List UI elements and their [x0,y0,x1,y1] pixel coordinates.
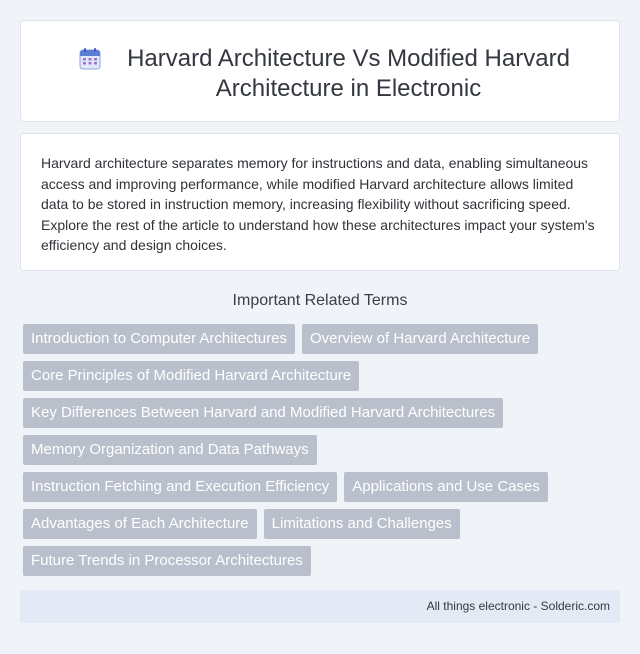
intro-card [20,133,620,271]
page-title: Harvard Architecture Vs Modified Harvard Architecture in Electronic [127,45,570,102]
related-term-tag[interactable]: Overview of Harvard Architecture [302,324,538,354]
related-term-tag[interactable]: Future Trends in Processor Architectures [23,546,311,576]
related-term-tag[interactable]: Introduction to Computer Architectures [23,324,295,354]
related-term-tag[interactable]: Instruction Fetching and Execution Efficiency [23,472,337,502]
calendar-icon [78,47,102,71]
footer-bar [20,590,620,623]
intro-paragraph: Harvard architecture separates memory for instructions and data, enabling simultaneous access and improving performance, while modified Harvard architecture allows limited data to be stored in instruction memory, increasing flexibility without sacrificing speed. Explore the rest of the article to understand how these architectures impact your system's efficiency and design choices. [41,155,595,253]
related-term-tag[interactable]: Key Differences Between Harvard and Modified Harvard Architectures [23,398,503,428]
related-term-tag[interactable]: Advantages of Each Architecture [23,509,257,539]
footer-credit: All things electronic - Solderic.com [426,599,610,613]
related-term-tag[interactable]: Limitations and Challenges [264,509,460,539]
related-term-tag[interactable]: Applications and Use Cases [344,472,548,502]
related-term-tag[interactable]: Memory Organization and Data Pathways [23,435,317,465]
related-term-tag[interactable]: Core Principles of Modified Harvard Architecture [23,361,359,391]
related-terms-list [23,324,618,576]
related-terms-heading: Important Related Terms [232,292,408,309]
header-card [20,20,620,122]
